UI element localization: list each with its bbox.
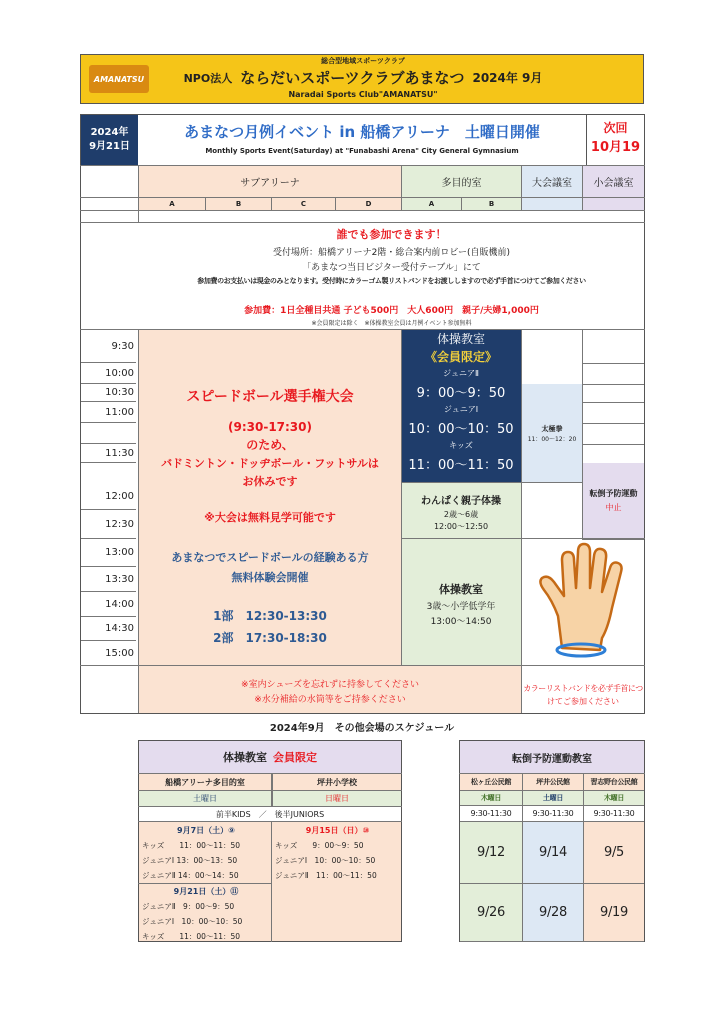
- time-slot: [81, 423, 136, 444]
- tento-date: 9/12: [460, 822, 522, 884]
- gym-session-1: 9月7日（土）⑨ キッズ 11：00～11：50 ジュニアⅠ 13：00～13：50 ジュニアⅡ 14：00～14：50: [142, 826, 241, 880]
- court-b: B: [205, 198, 271, 210]
- gym-time1: 9：00～9：50: [416, 386, 506, 401]
- court-d: D: [335, 198, 401, 210]
- court-multi-a: A: [401, 198, 461, 210]
- gym-junior2: ジュニアⅡ: [443, 369, 479, 378]
- court-multi-b: B: [461, 198, 521, 210]
- tento-col: 坪井公民館: [522, 774, 583, 791]
- gym2-age: 3歳～小学低学年: [426, 602, 496, 612]
- tento-date: 9/28: [522, 884, 583, 942]
- tento-title: 転倒予防運動: [589, 489, 638, 498]
- info-line2: 「あまなつ当日ビジター受付テーブル」にて: [302, 263, 481, 273]
- info-block: [139, 223, 644, 329]
- gym-day1: 土曜日: [139, 791, 271, 806]
- time-slot: 14:00: [81, 592, 136, 617]
- tento-time: 9:30-11:30: [460, 806, 522, 822]
- time-slot: 15:00: [81, 641, 136, 666]
- wanpaku-block: [401, 482, 521, 538]
- gym-session-3: 9月21日（土）⑪ ジュニアⅡ 9：00～9：50 ジュニアⅠ 10：00～10：50 キッズ 11：00～11：50: [142, 887, 243, 941]
- next-label: 次回: [603, 121, 628, 135]
- time-slot: 10:00: [81, 363, 136, 384]
- event-title-box: [138, 115, 586, 165]
- tento-block: [583, 463, 644, 538]
- gym2-title: 体操教室: [439, 583, 483, 596]
- wanpaku-age: 2歳～6歳: [443, 510, 479, 519]
- next-event: [586, 115, 644, 165]
- wristband-note: カラーリストバンドを必ず手首につ けてご参加ください: [523, 684, 643, 706]
- tento-time: 9:30-11:30: [583, 806, 644, 822]
- speedball-line1: のため、: [246, 438, 294, 452]
- speedball-block: [139, 330, 401, 666]
- footer-note1: ※室内シューズを忘れずに持参してください: [241, 680, 419, 690]
- speedball-title: スピードボール選手権大会: [186, 389, 354, 405]
- header-english: Naradai Sports Club"AMANATSU": [288, 90, 438, 99]
- header-banner: [80, 54, 644, 104]
- gym-junior1: ジュニアⅠ: [443, 405, 479, 414]
- other-title: 2024年9月 その他会場のスケジュール: [269, 722, 455, 734]
- speedball-exp2: 無料体験会開催: [231, 571, 309, 584]
- venue-small-meeting: 小会議室: [582, 166, 644, 197]
- gym-class-title: 体操教室: [436, 332, 485, 346]
- tento-date: 9/14: [522, 822, 583, 884]
- event-subtitle-en: Monthly Sports Event(Saturday) at "Funabashi Arena" City General Gymnasium: [205, 147, 519, 155]
- gym-table-title: 体操教室 会員限定: [139, 741, 401, 773]
- speedball-part2: 2部 17:30-18:30: [213, 631, 327, 645]
- event-date: 2024年 9月21日: [81, 115, 138, 165]
- tento-table-title: 転倒予防運動教室: [460, 741, 644, 773]
- gym-col2: 坪井小学校: [272, 774, 401, 790]
- event-title: あまなつ月例イベント in 船橋アリーナ 土曜日開催: [184, 122, 540, 141]
- gym-time3: 11：00～11：50: [408, 458, 514, 473]
- wanpaku-time: 12:00～12:50: [433, 522, 489, 531]
- court-a: A: [139, 198, 205, 210]
- tento-col: 松ヶ丘公民館: [460, 774, 522, 791]
- tento-status: 中止: [605, 503, 622, 512]
- hand-wristband-illustration: [522, 538, 644, 666]
- info-note: ※会員限定は除く ※体操教室会員は月例イベント参加無料: [311, 320, 472, 327]
- gym2-block: [401, 538, 521, 666]
- speedball-exp1: あまなつでスピードボールの経験ある方: [171, 551, 369, 564]
- footer-note2: ※水分補給の水筒等をご持参ください: [254, 695, 406, 705]
- club-logo: AMANATSU: [89, 65, 149, 93]
- time-slot: 13:00: [81, 539, 136, 567]
- tento-time: 9:30-11:30: [522, 806, 583, 822]
- tento-day: 土曜日: [522, 791, 583, 806]
- time-slot: 11:30: [81, 444, 136, 463]
- speedball-part1: 1部 12:30-13:30: [213, 609, 327, 623]
- speedball-time: (9:30-17:30): [228, 420, 312, 434]
- wanpaku-title: わんぱく親子体操: [421, 496, 501, 507]
- taikyoku-time: 11：00～12：20: [527, 435, 577, 443]
- speedball-line2: バドミントン・ドッヂボール・フットサルは: [161, 457, 379, 470]
- tento-date: 9/26: [460, 884, 522, 942]
- tento-col: 習志野台公民館: [583, 774, 644, 791]
- tento-day: 木曜日: [460, 791, 522, 806]
- next-date: 10月19: [590, 140, 641, 155]
- time-slot: 12:00: [81, 483, 136, 510]
- gym-kids: キッズ: [449, 441, 473, 450]
- speedball-free: ※大会は無料見学可能です: [204, 511, 336, 524]
- speedball-line3: お休みです: [242, 475, 298, 488]
- venue-sub-arena: サブアリーナ: [139, 166, 401, 197]
- gym-day2: 日曜日: [272, 791, 401, 806]
- gym-session-2: 9月15日（日）⑩ キッズ 9：00～9：50 ジュニアⅠ 10：00～10：50 ジュニアⅡ 11：00～11：50: [275, 826, 377, 880]
- venue-big-meeting: 大会議室: [521, 166, 582, 197]
- time-slot: 9:30: [81, 330, 136, 363]
- info-line1: 受付場所：船橋アリーナ2階・総合案内前ロビー(自販機前): [272, 248, 511, 258]
- header-title: NPO法人 ならだいスポーツクラブあまなつ 2024年 9月: [183, 69, 543, 87]
- court-c: C: [271, 198, 335, 210]
- time-slot: 13:30: [81, 567, 136, 592]
- info-fee: 参加費：1日全種目共通 子ども500円 大人600円 親子/夫婦1,000円: [244, 306, 539, 316]
- time-slot: 10:30: [81, 384, 136, 402]
- hand-icon: [522, 538, 644, 666]
- footer-notes: [139, 666, 521, 713]
- taikyoku-block: [522, 384, 582, 482]
- tento-day: 木曜日: [583, 791, 644, 806]
- tento-date: 9/19: [583, 884, 644, 942]
- header-subtitle: 総合型地域スポーツクラブ: [321, 57, 405, 65]
- venue-multi: 多目的室: [401, 166, 521, 197]
- info-line3: 参加費のお支払いは現金のみとなります。受付時にカラーゴム製リストバンドをお渡ししますので必ず手首につけてご参加ください: [197, 277, 586, 285]
- time-slot: 14:30: [81, 617, 136, 641]
- gym-col1: 船橋アリーナ多目的室: [139, 774, 271, 790]
- time-slot: 12:30: [81, 510, 136, 539]
- gym-class-members: [401, 330, 521, 482]
- taikyoku-title: 太極拳: [541, 424, 563, 433]
- time-slot: 11:00: [81, 402, 136, 423]
- gym-class-members-only: 《会員限定》: [424, 350, 497, 364]
- info-headline: 誰でも参加できます！: [336, 228, 447, 241]
- gym-time2: 10：00～10：50: [408, 422, 514, 437]
- gym-kinds: 前半KIDS ／ 後半JUNIORS: [215, 809, 325, 819]
- tento-date: 9/5: [583, 822, 644, 884]
- gym2-time: 13:00～14:50: [430, 617, 492, 627]
